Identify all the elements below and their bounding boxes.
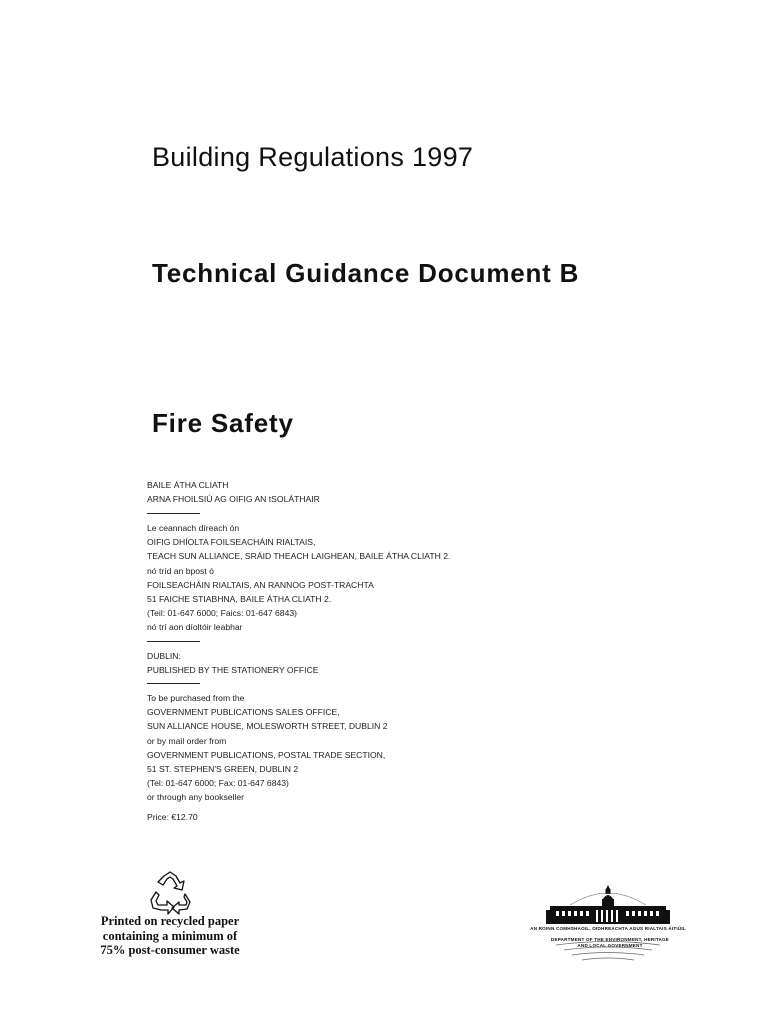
english-purchase-line: To be purchased from the [147,693,245,703]
english-purchase-line: 51 ST. STEPHEN'S GREEN, DUBLIN 2 [147,764,299,775]
divider [147,683,200,684]
department-english-line: AND LOCAL GOVERNMENT [577,943,643,948]
irish-publisher-line: BAILE ÁTHA CLIATH [147,480,229,490]
document-title: Technical Guidance Document B [152,258,580,288]
irish-purchase-line: TEACH SUN ALLIANCE, SRÁID THEACH LAIGHEAN, BAILE ÁTHA CLIATH 2. [147,551,451,562]
irish-purchase-line: nó tríd an bpost ó [147,565,214,576]
irish-purchase-line: OIFIG DHÍOLTA FOILSEACHÁIN RIALTAIS, [147,537,316,548]
irish-purchase-line: (Teil: 01-647 6000; Faics: 01-647 6843) [147,608,298,619]
english-purchase-line: GOVERNMENT PUBLICATIONS, POSTAL TRADE SECTION, [147,749,386,760]
department-irish-name: AN ROINN COMHSHAOIL, OIDHREACHTA AGUS RIALTAIS ÁITIÚIL [530,926,686,931]
english-purchase-line: GOVERNMENT PUBLICATIONS SALES OFFICE, [147,707,340,718]
irish-purchase-line: Le ceannach díreach ón [147,523,240,533]
english-purchase-line: or by mail order from [147,735,227,746]
english-purchase-line: or through any bookseller [147,792,244,803]
divider [147,513,200,514]
irish-publisher-line: ARNA FHOILSIÚ AG OIFIG AN tSOLÁTHAIR [147,494,320,505]
department-english-line: DEPARTMENT OF THE ENVIRONMENT, HERITAGE [550,937,670,942]
irish-purchase-block [147,521,450,635]
recycle-icon [146,870,194,916]
subject-title: Fire Safety [152,408,294,438]
english-purchase-line: (Tel: 01-647 6000; Fax: 01-647 6843) [147,778,289,789]
recycled-paper-note [80,914,260,958]
price: Price: €12.70 [147,812,198,822]
irish-purchase-line: 51 FAICHE STIABHNA, BAILE ÁTHA CLIATH 2. [147,594,332,605]
irish-purchase-line: nó trí aon díoltóir leabhar [147,622,243,633]
english-publisher-block [147,649,318,677]
english-purchase-line: SUN ALLIANCE HOUSE, MOLESWORTH STREET, DUBLIN 2 [147,721,388,732]
divider [147,641,200,642]
recycled-line: 75% post-consumer waste [100,943,240,957]
irish-publisher-block [147,478,320,506]
recycled-line: containing a minimum of [102,928,238,943]
department-english-name [540,937,680,949]
custom-house-logo [526,883,690,965]
main-title: Building Regulations 1997 [152,142,474,172]
recycled-line: Printed on recycled paper [100,914,240,928]
english-purchase-block [147,691,388,805]
english-publisher-line: PUBLISHED BY THE STATIONERY OFFICE [147,665,319,676]
irish-purchase-line: FOILSEACHÁIN RIALTAIS, AN RANNOG POST-TRACHTA [147,579,374,590]
english-publisher-line: DUBLIN: [147,651,181,661]
